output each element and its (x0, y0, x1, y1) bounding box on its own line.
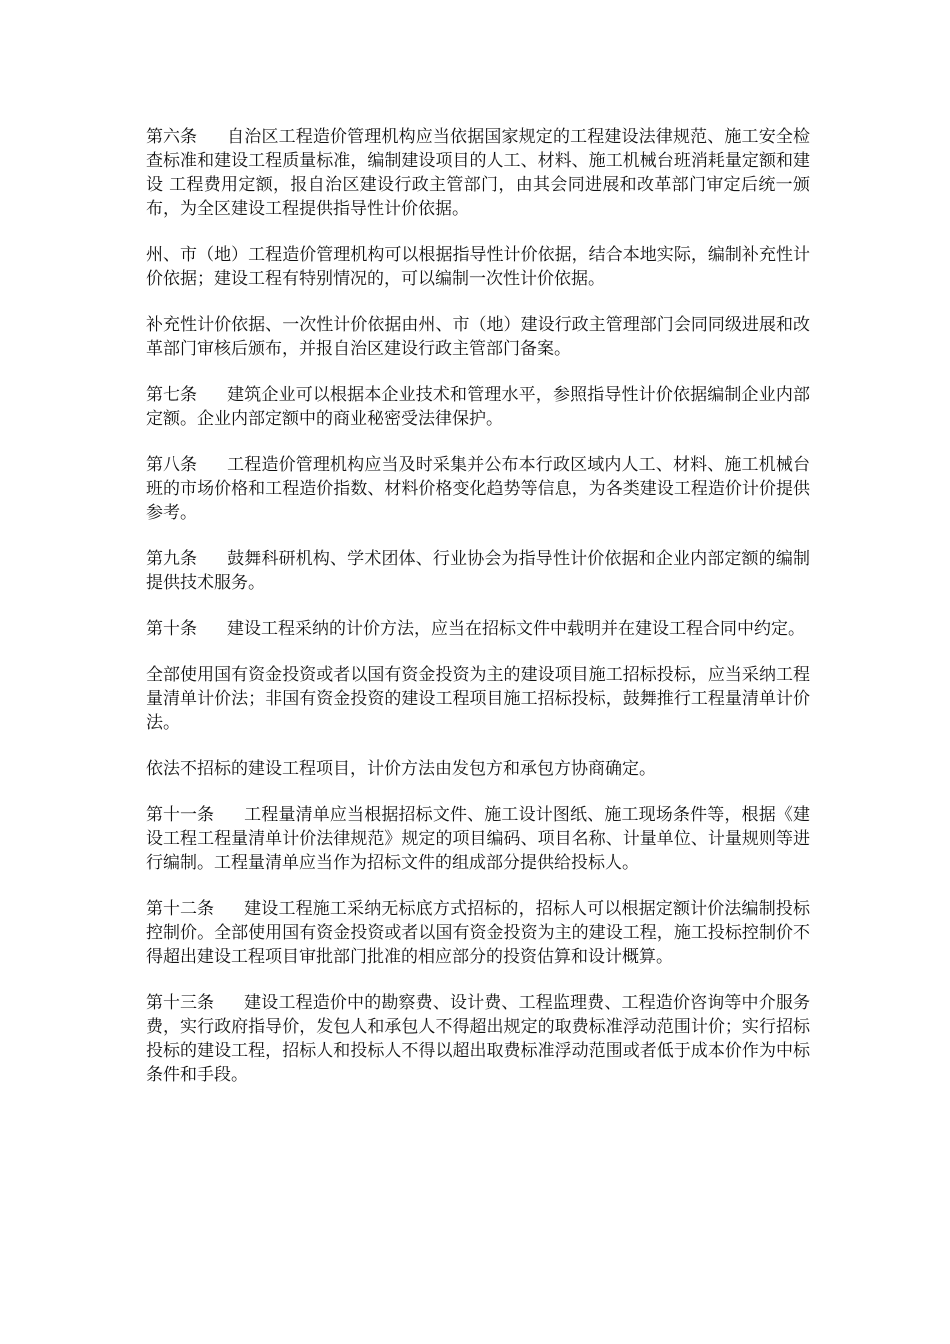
paragraph-article-13 (146, 991, 810, 1087)
paragraph-text: 补充性计价依据、一次性计价依据由州、市（地）建设行政主管理部门会同同级进展和改革部门审核后颁布，并报自治区建设行政主管部门备案。 (146, 315, 810, 359)
paragraph-article-7 (146, 383, 810, 431)
article-label: 第六条 (146, 127, 197, 147)
paragraph-article-8 (146, 453, 810, 525)
paragraph-article-11 (146, 803, 810, 875)
paragraph-text: 工程量清单应当根据招标文件、施工设计图纸、施工现场条件等，根据《建设工程工程量清单计价法律规范》规定的项目编码、项目名称、计量单位、计量规则等进行编制。工程量清单应当作为招标文件的组成部分提供给投标人。 (146, 805, 810, 873)
paragraph-article-10 (146, 617, 810, 641)
article-label: 第十三条 (146, 993, 214, 1013)
paragraph-text: 自治区工程造价管理机构应当依据国家规定的工程建设法律规范、施工安全检查标准和建设工程质量标准，编制建设项目的人工、材料、施工机械台班消耗量定额和建设 工程费用定额，报自治区建设行政主管部门，由其会同进展和改革部门审定后统一颁布，为全区建设工程提供指导性计价依据。 (146, 127, 810, 219)
paragraph-article-10-clause-3 (146, 757, 810, 781)
article-label: 第十二条 (146, 899, 214, 919)
article-label: 第七条 (146, 385, 197, 405)
article-label: 第八条 (146, 455, 197, 475)
paragraph-text: 建设工程采纳的计价方法，应当在招标文件中载明并在建设工程合同中约定。 (227, 619, 805, 639)
paragraph-article-6-clause-3 (146, 313, 810, 361)
article-label: 第九条 (146, 549, 197, 569)
paragraph-text: 鼓舞科研机构、学术团体、行业协会为指导性计价依据和企业内部定额的编制提供技术服务。 (146, 549, 810, 593)
paragraph-text: 全部使用国有资金投资或者以国有资金投资为主的建设项目施工招标投标，应当采纳工程量清单计价法；非国有资金投资的建设工程项目施工招标投标，鼓舞推行工程量清单计价法。 (146, 665, 810, 733)
paragraph-article-6 (146, 125, 810, 221)
paragraph-article-10-clause-2 (146, 663, 810, 735)
paragraph-text: 建筑企业可以根据本企业技术和管理水平，参照指导性计价依据编制企业内部定额。企业内部定额中的商业秘密受法律保护。 (146, 385, 810, 429)
paragraph-text: 建设工程造价中的勘察费、设计费、工程监理费、工程造价咨询等中介服务费，实行政府指导价，发包人和承包人不得超出规定的取费标准浮动范围计价；实行招标投标的建设工程，招标人和投标人不得以超出取费标准浮动范围或者低于成本价作为中标条件和手段。 (146, 993, 810, 1085)
paragraph-article-6-clause-2 (146, 243, 810, 291)
paragraph-text: 工程造价管理机构应当及时采集并公布本行政区域内人工、材料、施工机械台班的市场价格和工程造价指数、材料价格变化趋势等信息，为各类建设工程造价计价提供参考。 (146, 455, 810, 523)
paragraph-article-12 (146, 897, 810, 969)
article-label: 第十一条 (146, 805, 214, 825)
paragraph-article-9 (146, 547, 810, 595)
article-label: 第十条 (146, 619, 197, 639)
paragraph-text: 州、市（地）工程造价管理机构可以根据指导性计价依据，结合本地实际，编制补充性计价依据；建设工程有特别情况的，可以编制一次性计价依据。 (146, 245, 810, 289)
document-body (146, 125, 810, 1109)
paragraph-text: 依法不招标的建设工程项目，计价方法由发包方和承包方协商确定。 (146, 759, 656, 779)
paragraph-text: 建设工程施工采纳无标底方式招标的，招标人可以根据定额计价法编制投标控制价。全部使用国有资金投资或者以国有资金投资为主的建设工程，施工投标控制价不得超出建设工程项目审批部门批准的相应部分的投资估算和设计概算。 (146, 899, 810, 967)
